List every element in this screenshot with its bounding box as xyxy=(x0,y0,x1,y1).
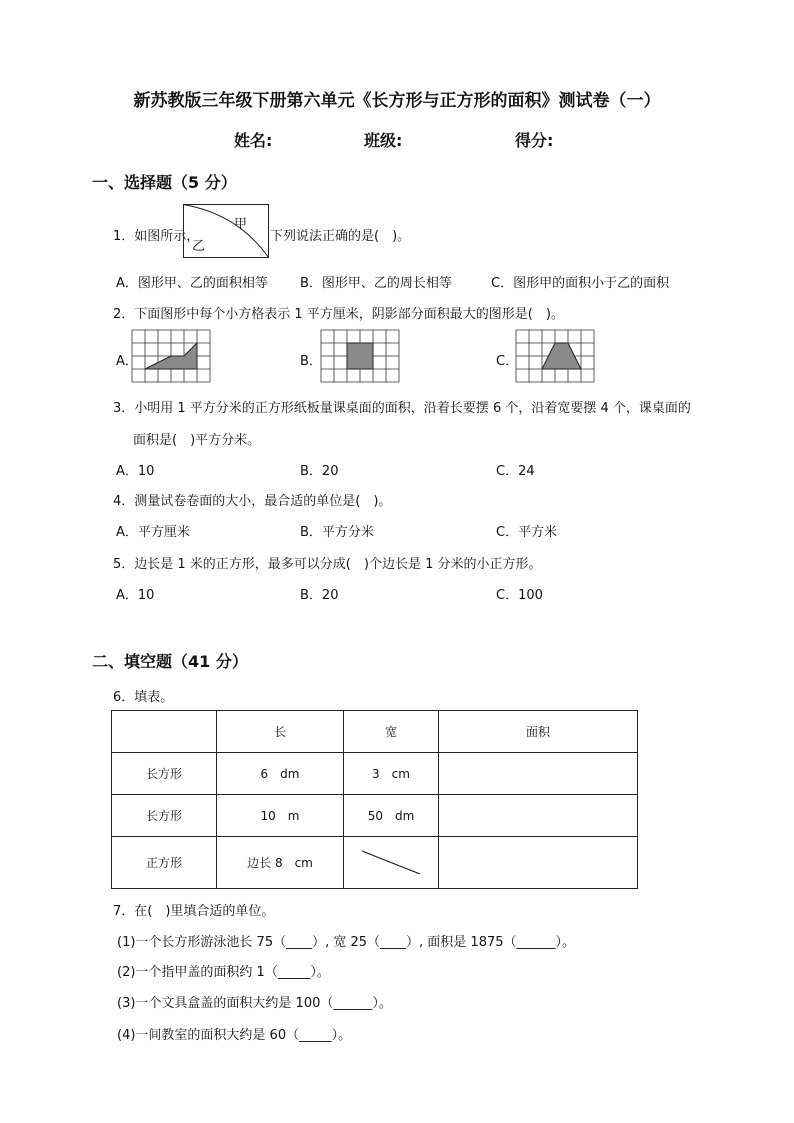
q2-grid-c xyxy=(516,330,596,382)
name-label: 姓名: xyxy=(234,131,273,150)
table-cell xyxy=(439,795,638,837)
q3-text-line1: 3．小明用 1 平方分米的正方形纸板量课桌面的面积，沿着长要摆 6 个，沿着宽要摆 4 个，课桌面的 xyxy=(113,401,691,416)
q4-option-b: B．平方分米 xyxy=(300,525,374,540)
diagonal-line xyxy=(344,837,438,889)
table-header-cell xyxy=(112,711,217,753)
q2-label-a: A． xyxy=(116,354,138,369)
q3-option-c: C．24 xyxy=(496,464,535,479)
q2-text: 2．下面图形中每个小方格表示 1 平方厘米，阴影部分面积最大的图形是( )。 xyxy=(113,307,564,322)
table-row xyxy=(112,837,638,889)
q1-option-c: C．图形甲的面积小于乙的面积 xyxy=(491,276,670,291)
class-label: 班级: xyxy=(364,131,403,150)
table-row xyxy=(112,795,638,837)
table-cell: 6 dm xyxy=(217,753,344,795)
q5-option-b: B．20 xyxy=(300,588,339,603)
q1-text-before: 1．如图所示， xyxy=(113,229,200,244)
q4-option-a: A．平方厘米 xyxy=(116,525,190,540)
q7-item-3: (3)一个文具盒盖的面积大约是 100（______）。 xyxy=(117,996,392,1011)
table-cell xyxy=(439,837,638,889)
table-cell: 50 dm xyxy=(344,795,439,837)
page-title: 新苏教版三年级下册第六单元《长方形与正方形的面积》测试卷（一） xyxy=(133,91,661,111)
q2-label-b: B． xyxy=(300,354,322,369)
q4-option-c: C．平方米 xyxy=(496,525,558,540)
q1-figure-yi-label: 乙 xyxy=(192,239,206,254)
q1-figure xyxy=(183,204,269,258)
q2-grid-a xyxy=(132,330,212,382)
table-cell: 正方形 xyxy=(112,837,217,889)
q2-label-c: C． xyxy=(496,354,519,369)
section-choice-heading: 一、选择题（5 分） xyxy=(92,173,237,192)
table-cell: 10 m xyxy=(217,795,344,837)
q6-text: 6．填表。 xyxy=(113,690,174,705)
section-fill-heading: 二、填空题（41 分） xyxy=(92,652,248,671)
q5-option-c: C．100 xyxy=(496,588,543,603)
q3-option-a: A．10 xyxy=(116,464,155,479)
q7-item-4: (4)一间教室的面积大约是 60（_____）。 xyxy=(117,1028,352,1043)
table-header-cell: 长 xyxy=(217,711,344,753)
table-cell: 长方形 xyxy=(112,795,217,837)
q7-text: 7．在( )里填合适的单位。 xyxy=(113,904,275,919)
table-cell: 边长 8 cm xyxy=(217,837,344,889)
q1-option-a: A．图形甲、乙的面积相等 xyxy=(116,276,268,291)
table-cell: 3 cm xyxy=(344,753,439,795)
q5-text: 5．边长是 1 米的正方形，最多可以分成( )个边长是 1 分米的小正方形。 xyxy=(113,557,542,572)
q7-item-2: (2)一个指甲盖的面积约 1（_____）。 xyxy=(117,965,330,980)
q1-text-after: 下列说法正确的是( )。 xyxy=(270,229,411,244)
q7-item-1: (1)一个长方形游泳池长 75（____）, 宽 25（____）, 面积是 1875（______）。 xyxy=(117,935,576,950)
q3-text-line2: 面积是( )平方分米。 xyxy=(133,433,261,448)
q3-option-b: B．20 xyxy=(300,464,339,479)
table-header-cell: 面积 xyxy=(439,711,638,753)
q5-option-a: A．10 xyxy=(116,588,155,603)
table-row xyxy=(112,753,638,795)
score-label: 得分: xyxy=(515,131,554,150)
table-cell-crossed xyxy=(344,837,439,889)
table-header-row xyxy=(112,711,638,753)
q4-text: 4．测量试卷卷面的大小，最合适的单位是( )。 xyxy=(113,494,392,509)
q1-figure-jia-label: 甲 xyxy=(234,217,248,232)
table-cell: 长方形 xyxy=(112,753,217,795)
table-header-cell: 宽 xyxy=(344,711,439,753)
q2-grid-b xyxy=(321,330,401,382)
table-cell xyxy=(439,753,638,795)
q1-option-b: B．图形甲、乙的周长相等 xyxy=(300,276,452,291)
q6-table xyxy=(111,710,638,889)
